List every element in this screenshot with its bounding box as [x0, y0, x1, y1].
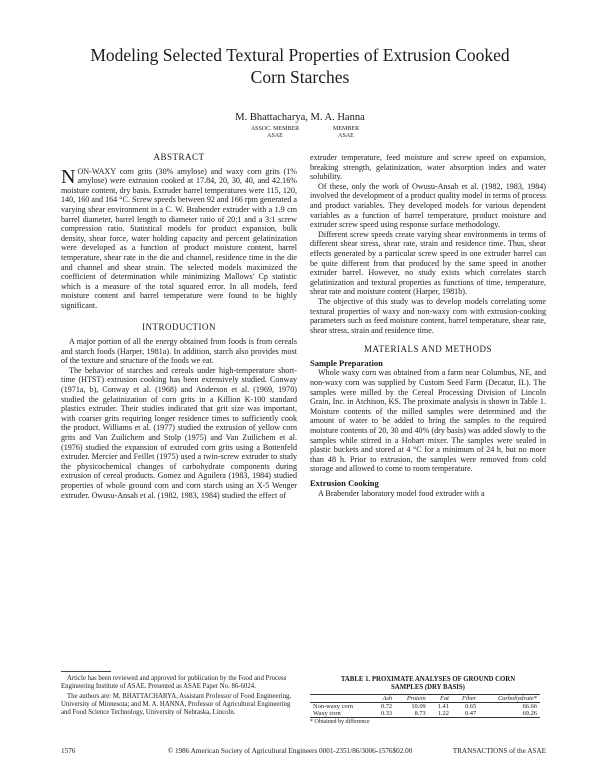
table-header-cell: Fat	[429, 695, 452, 703]
right-paragraph-1: Of these, only the work of Owusu-Ansah et al. (1982, 1983, 1984) involved the development of a product quality model in terms of process and product variables. They developed models for various dependent variables as a function of barrel temperature, product moisture and extruder screw speed using response surface methodology.	[310, 181, 546, 230]
table-cell: 1.41	[437, 703, 449, 710]
table-cell: 69.26	[479, 710, 540, 718]
methods-heading: MATERIALS AND METHODS	[363, 344, 492, 355]
authors: M. Bhattacharya, M. A. Hanna	[235, 112, 365, 123]
affiliation-right-line-2: ASAE	[338, 132, 354, 139]
abstract-paragraph	[61, 167, 297, 311]
intro-paragraph-2: The behavior of starches and cereals under high-temperature short-time (HTST) extrusion cooking has been extensively studied. Conway (1971a, b), Conway et al. (1968) and Anderson et al. (1969, 1970) studied the gelatinization of corn grits in a Killion K-100 standard plastics extruder. Their studies indicated that grit size was important, with coarser grits requiring longer residence times to sufficiently cook the product. Williams et al. (1977) studied the extrusion of yellow corn grits and Van Zuilichem and Stolp (1975) and Van Zuilichem et al. (1976) studied the expansion of extruded corn grits using a Bottenfeld extruder. Mercier and Feillet (1975) used a twin-screw extruder to study the physicochemical changes of carbohydrate components during extrusion of cereal products. Gomez and Aguilera (1983, 1984) studied properties of whole ground corn and corn starch using an X-5 Wenger extruder. Owusu-Ansah et al. (1982, 1983, 1984) studied the effect of	[61, 365, 297, 500]
affiliation-right-line-1: MEMBER	[332, 126, 359, 132]
sample-prep-heading: Sample Preparation	[310, 357, 383, 368]
introduction-heading: INTRODUCTION	[142, 321, 216, 332]
table-header-row	[310, 695, 540, 703]
table-cell: 0.72	[380, 703, 393, 710]
extrusion-cooking-heading: Extrusion Cooking	[310, 478, 379, 488]
right-paragraph-3: The objective of this study was to develop models correlating some textural properties of waxy and non-waxy corn with extrusion-cooking parameters such as feed moisture content, barrel temperature, shear rate, shear stress, strain and residence time.	[310, 296, 546, 335]
right-paragraph-0: extruder temperature, feed moisture and screw speed on expansion, breaking strength, gelatinization, water absorption index and water solubility.	[310, 153, 546, 182]
affiliation-left-line-1: ASSOC. MEMBER	[250, 126, 300, 132]
proximate-analysis-table	[310, 694, 540, 718]
title-line-1: Modeling Selected Textural Properties of Extrusion Cooked	[90, 45, 510, 65]
table-row	[310, 710, 540, 718]
table-title-line-2: SAMPLES (DRY BASIS)	[391, 684, 465, 691]
sample-prep-paragraph: Whole waxy corn was obtained from a farm near Columbus, NE, and non-waxy corn was supplied by Custom Seed Farm (Decatur, IL). The samples were milled by the Cereal Processing Division of Lincoln Grain, Inc. in Atchison, KS. The proximate analysis is shown in Table 1. Moisture contents of the milled samples were determined and the amount of water to be added to bring the samples to the required moisture contents of 20, 30 and 40% (dry basis) was added slowly to the samples while stirred in a Hobart mixer. The samples were sealed in plastic buckets and stored at 4 °C for a minimum of 24 h, but no more than 48 h. Prior to extrusion, the samples were removed from cold storage and allowed to come to room temperature.	[310, 368, 546, 474]
affiliation-left-line-2: ASAE	[267, 132, 283, 139]
paper-title	[40, 44, 560, 88]
table-cell: Non-waxy corn	[313, 703, 353, 710]
table-cell: 0.47	[452, 710, 479, 718]
footnote-2: The authors are: M. BHATTACHARYA, Assistant Professor of Food Engineering, University of Minnesota; and M. A. HANNA, Professor of Agricultural Engineering and Food Science Technology, University of Nebraska, Lincoln.	[61, 693, 292, 716]
table-title-line-1: TABLE 1. PROXIMATE ANALYSES OF GROUND CORN	[340, 676, 516, 683]
affiliation-right	[326, 126, 366, 139]
footnote-rule	[61, 671, 111, 672]
footnotes	[61, 675, 297, 717]
table-cell: 66.66	[522, 703, 537, 710]
table-cell: 0.33	[372, 710, 395, 718]
extrusion-cooking-paragraph: A Brabender laboratory model food extruder with a	[318, 488, 485, 498]
table-cell: Waxy corn	[310, 710, 372, 718]
abstract-text: ON-WAXY corn grits (30% amylose) and waxy corn grits (1% amylose) were extrusion cooked at 17.84, 20, 30, 40, and 42.16% moisture content, dry basis. Extruder barrel temperatures were 115, 120, 140, 160 and 164 °C. Screw speeds between 92 and 166 rpm generated a varying shear environment in a C. W. Brabender extruder with a 1.9 cm barrel diameter, barrel length to diameter ratio of 20:1 and a 3:1 screw compression ratio. Statistical models for product expansion, bulk density, shear force, water holding capacity and percent gelatinization were developed as a function of product moisture content, barrel temperature, shear rate in the die and channel, residence time in the die and channel and shear strain. The selected models maximized the coefficient of determination while minimizing Mallows' Cp statistic which is a measure of the total squared error. In all models, feed moisture content and barrel temperature were found to be highly significant.	[61, 166, 297, 310]
affiliation-left	[250, 126, 300, 139]
table-cell: 8.73	[395, 710, 429, 718]
right-paragraph-2: Different screw speeds create varying shear environments in terms of different shear stress, shear rate, strain and residence time. Thus, shear effects generated by a particular screw speed in one extruder barrel can be quite different from that produced by the same speed in another extruder barrel. However, no study exists which correlates starch gelatinization and textural properties as functions of time, temperature, shear rate and moisture content (Harper, 1981b).	[310, 229, 546, 297]
right-column	[310, 153, 546, 498]
table-row	[310, 703, 540, 711]
footnote-1: Article has been reviewed and approved for publication by the Food and Process Engineering Institute of ASAE. Presented as ASAE Paper No. 86-6024.	[61, 675, 287, 690]
abstract-heading: ABSTRACT	[153, 152, 205, 162]
abstract-dropcap: N	[61, 165, 76, 188]
table-note: * Obtained by difference	[310, 719, 370, 725]
copyright-line: © 1986 American Society of Agricultural Engineers 0001-2351/86/3006-1576$02.00	[167, 747, 413, 755]
table-header-cell: Ash	[372, 695, 395, 703]
table-header-cell: Fiber	[452, 695, 479, 703]
page-number: 1576	[61, 747, 76, 755]
intro-paragraph-1: A major portion of all the energy obtained from foods is from cereals and starch foods (Harper, 1981a). In addition, starch also provides most of the texture and structure of the foods we eat.	[61, 337, 297, 366]
left-column	[61, 153, 297, 500]
title-line-2: Corn Starches	[250, 67, 350, 87]
table-header-cell: Carbohydrate*	[479, 695, 540, 703]
table-header-cell: Protein	[395, 695, 429, 703]
table-cell: 0.65	[464, 703, 477, 710]
table-cell: 10.09	[411, 703, 426, 710]
table-header-cell	[310, 695, 372, 703]
table-title	[310, 676, 546, 692]
table-1	[310, 676, 546, 725]
journal-name: TRANSACTIONS of the ASAE	[452, 747, 546, 755]
table-cell: 1.22	[429, 710, 452, 718]
